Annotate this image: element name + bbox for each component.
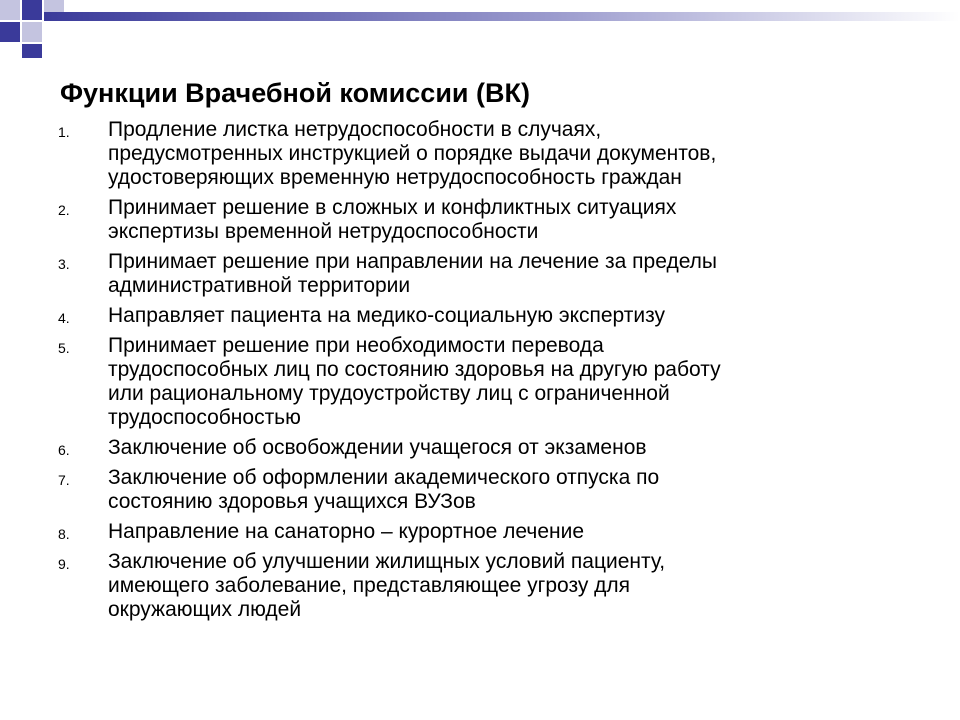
list-item-number: 9. xyxy=(58,556,70,572)
list-item-text: Направляет пациента на медико-социальную экспертизу xyxy=(108,304,666,327)
list-item-number: 1. xyxy=(58,124,70,140)
list-item xyxy=(52,304,912,328)
list-item-text: Принимает решение при направлении на лечение за пределы административной территории xyxy=(108,250,718,297)
slide-title: Функции Врачебной комиссии (ВК) xyxy=(60,78,530,108)
list-item xyxy=(52,334,912,430)
list-item-number: 8. xyxy=(58,526,70,542)
list-item-text: Заключение об улучшении жилищных условий пациенту, имеющего заболевание, представляющее угрозу для окружающих людей xyxy=(108,550,666,621)
deco-square xyxy=(22,44,42,58)
list-item xyxy=(52,436,912,460)
list-item-text: Направление на санаторно – курортное лечение xyxy=(108,520,585,543)
list-item-text: Продление листка нетрудоспособности в случаях, предусмотренных инструкцией о порядке выдачи документов, удостоверяющих временную нетрудоспособность граждан xyxy=(108,118,717,189)
list-item-number: 4. xyxy=(58,310,70,326)
header-gradient-bar xyxy=(44,12,960,21)
deco-square xyxy=(22,0,42,20)
list-item-number: 3. xyxy=(58,256,70,272)
list-item xyxy=(52,466,912,514)
list-item-text: Заключение об освобождении учащегося от экзаменов xyxy=(108,436,647,459)
list-item-number: 5. xyxy=(58,340,70,356)
list-item xyxy=(52,550,912,622)
deco-square xyxy=(0,22,20,42)
functions-list xyxy=(52,118,912,628)
deco-square xyxy=(22,22,42,42)
deco-square xyxy=(0,0,20,20)
deco-square xyxy=(44,22,64,42)
list-item-text: Принимает решение в сложных и конфликтных ситуациях экспертизы временной нетрудоспособности xyxy=(108,196,677,243)
list-item-number: 6. xyxy=(58,442,70,458)
list-item xyxy=(52,118,912,190)
header-decoration xyxy=(0,0,960,60)
list-item-number: 2. xyxy=(58,202,70,218)
list-item xyxy=(52,250,912,298)
list-item xyxy=(52,520,912,544)
deco-square xyxy=(44,0,64,12)
list-item-text: Принимает решение при необходимости перевода трудоспособных лиц по состоянию здоровья на другую работу или рациональному трудоустройству лиц с ограниченной трудоспособностью xyxy=(108,334,721,429)
list-item xyxy=(52,196,912,244)
list-item-number: 7. xyxy=(58,472,70,488)
list-item-text: Заключение об оформлении академического отпуска по состоянию здоровья учащихся ВУЗов xyxy=(108,466,660,513)
